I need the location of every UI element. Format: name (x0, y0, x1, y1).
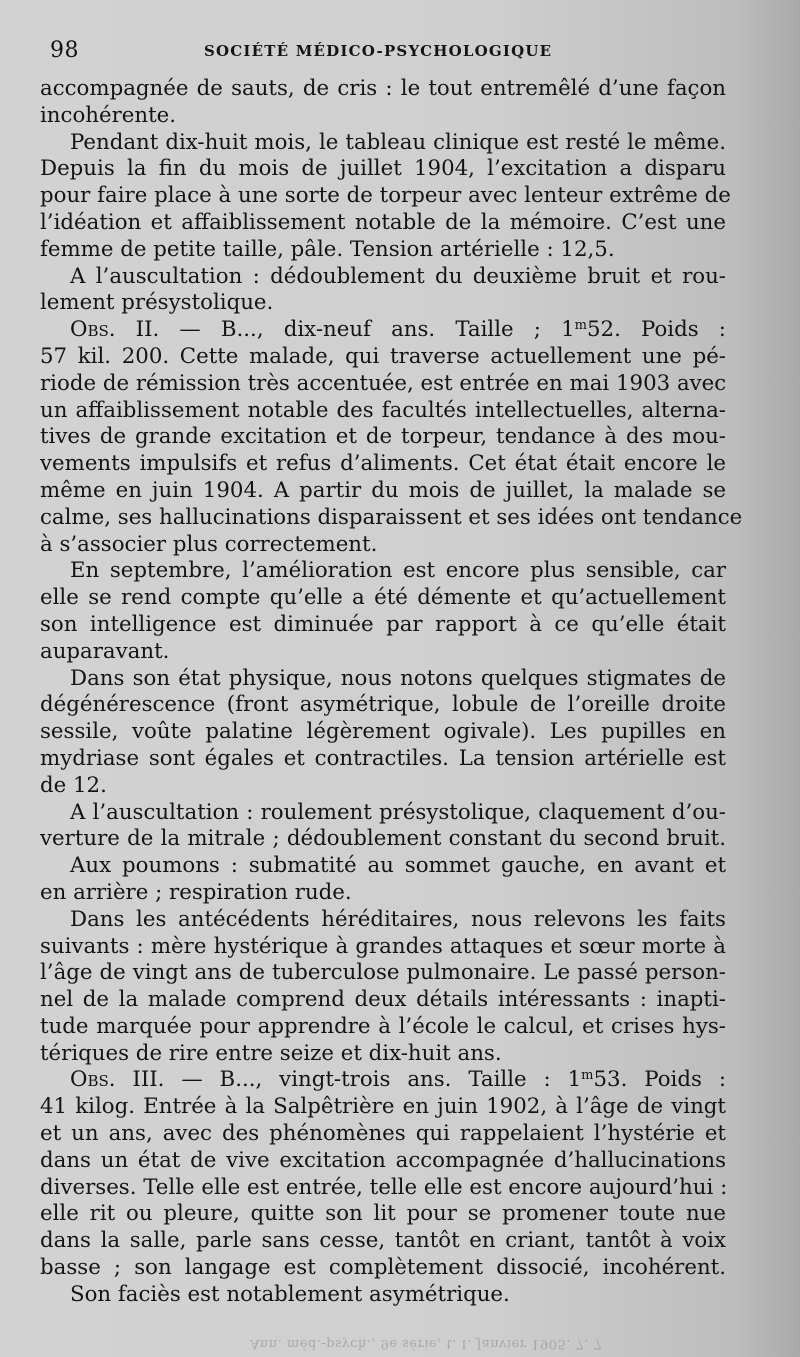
text-line: tives de grande excitation et de torpeur, tendance à des mou- (40, 424, 726, 450)
text-line: tude marquée pour apprendre à l’école le calcul, et crises hys- (40, 1013, 726, 1039)
text-line: Obs. II. — B..., dix-neuf ans. Taille ; 1$^m$52. Poids : (70, 317, 726, 343)
text-line: nel de la malade comprend deux détails intéressants : inapti- (40, 987, 726, 1013)
text-line: dans un état de vive excitation accompagnée d’hallucinations (40, 1147, 726, 1173)
text-line: dans la salle, parle sans cesse, tantôt en criant, tantôt à voix (40, 1228, 726, 1254)
text-line: l’idéation et affaiblissement notable de la mémoire. C’est une (40, 209, 726, 235)
text-line: calme, ses hallucinations disparaissent et ses idées ont tendance (40, 504, 743, 530)
text-line: suivants : mère hystérique à grandes attaques et sœur morte à (40, 933, 726, 959)
text-line: dégénérescence (front asymétrique, lobule de l’oreille droite (40, 692, 726, 718)
text-line: Depuis la fin du mois de juillet 1904, l’excitation a disparu (40, 156, 726, 182)
page-number: 98 (50, 38, 79, 63)
text-line: accompagnée de sauts, de cris : le tout entremêlé d’une façon (40, 76, 726, 101)
text-line: en arrière ; respiration rude. (40, 879, 352, 905)
text-line: A l’auscultation : roulement présystolique, claquement d’ou- (70, 799, 726, 825)
bleed-through-footer: Ann. méd.-psych., 9e série, t. I. Janvier 1905. 7. 7 (250, 1336, 603, 1351)
text-line: sessile, voûte palatine légèrement ogivale). Les pupilles en (40, 719, 726, 745)
text-line: lement présystolique. (40, 290, 274, 316)
text-line: 41 kilog. Entrée à la Salpêtrière en juin 1902, à l’âge de vingt (40, 1094, 726, 1120)
text-line: verture de la mitrale ; dédoublement constant du second bruit. (40, 826, 726, 852)
text-line: un affaiblissement notable des facultés intellectuelles, alterna- (40, 397, 726, 423)
text-line: de 12. (40, 772, 107, 798)
text-line: pour faire place à une sorte de torpeur avec lenteur extrême de (40, 183, 731, 209)
text-line: basse ; son langage est complètement dissocié, incohérent. (40, 1255, 726, 1281)
page-header (42, 38, 742, 68)
text-line: Obs. III. — B..., vingt-trois ans. Taille : 1$^m$53. Poids : (70, 1067, 726, 1093)
text-line: Pendant dix-huit mois, le tableau clinique est resté le même. (70, 129, 726, 155)
text-line: et un ans, avec des phénomènes qui rappelaient l’hystérie et (40, 1121, 726, 1147)
text-line: Aux poumons : submatité au sommet gauche, en avant et (70, 853, 726, 879)
text-line: A l’auscultation : dédoublement du deuxième bruit et rou- (70, 263, 726, 289)
text-line: auparavant. (40, 638, 170, 664)
running-head: SOCIÉTÉ MÉDICO-PSYCHOLOGIQUE (204, 42, 553, 60)
text-line: 57 kil. 200. Cette malade, qui traverse actuellement une pé- (40, 343, 726, 369)
text-line: elle rit ou pleure, quitte son lit pour se promener toute nue (40, 1201, 726, 1227)
text-line: incohérente. (40, 102, 177, 128)
text-line: riode de rémission très accentuée, est entrée en mai 1903 avec (40, 370, 727, 396)
text-line: mydriase sont égales et contractiles. La tension artérielle est (40, 745, 726, 771)
text-line: même en juin 1904. A partir du mois de juillet, la malade se (40, 477, 726, 503)
text-line: à s’associer plus correctement. (40, 531, 378, 557)
text-line: Dans les antécédents héréditaires, nous relevons les faits (70, 906, 726, 932)
text-line: Son faciès est notablement asymétrique. (70, 1281, 510, 1307)
text-line: son intelligence est diminuée par rapport à ce qu’elle était (40, 611, 726, 637)
text-line: femme de petite taille, pâle. Tension artérielle : 12,5. (40, 236, 615, 262)
text-line: Dans son état physique, nous notons quelques stigmates de (70, 665, 726, 691)
text-line: tériques de rire entre seize et dix-huit ans. (40, 1040, 502, 1066)
text-line: elle se rend compte qu’elle a été démente et qu’actuellement (40, 585, 726, 611)
text-line: En septembre, l’amélioration est encore plus sensible, car (70, 558, 726, 584)
text-line: l’âge de vingt ans de tuberculose pulmonaire. Le passé person- (40, 960, 726, 986)
text-line: vements impulsifs et refus d’aliments. Cet état était encore le (40, 451, 726, 477)
body-text (40, 76, 743, 1309)
text-line: diverses. Telle elle est entrée, telle elle est encore aujourd’hui : (40, 1174, 728, 1200)
